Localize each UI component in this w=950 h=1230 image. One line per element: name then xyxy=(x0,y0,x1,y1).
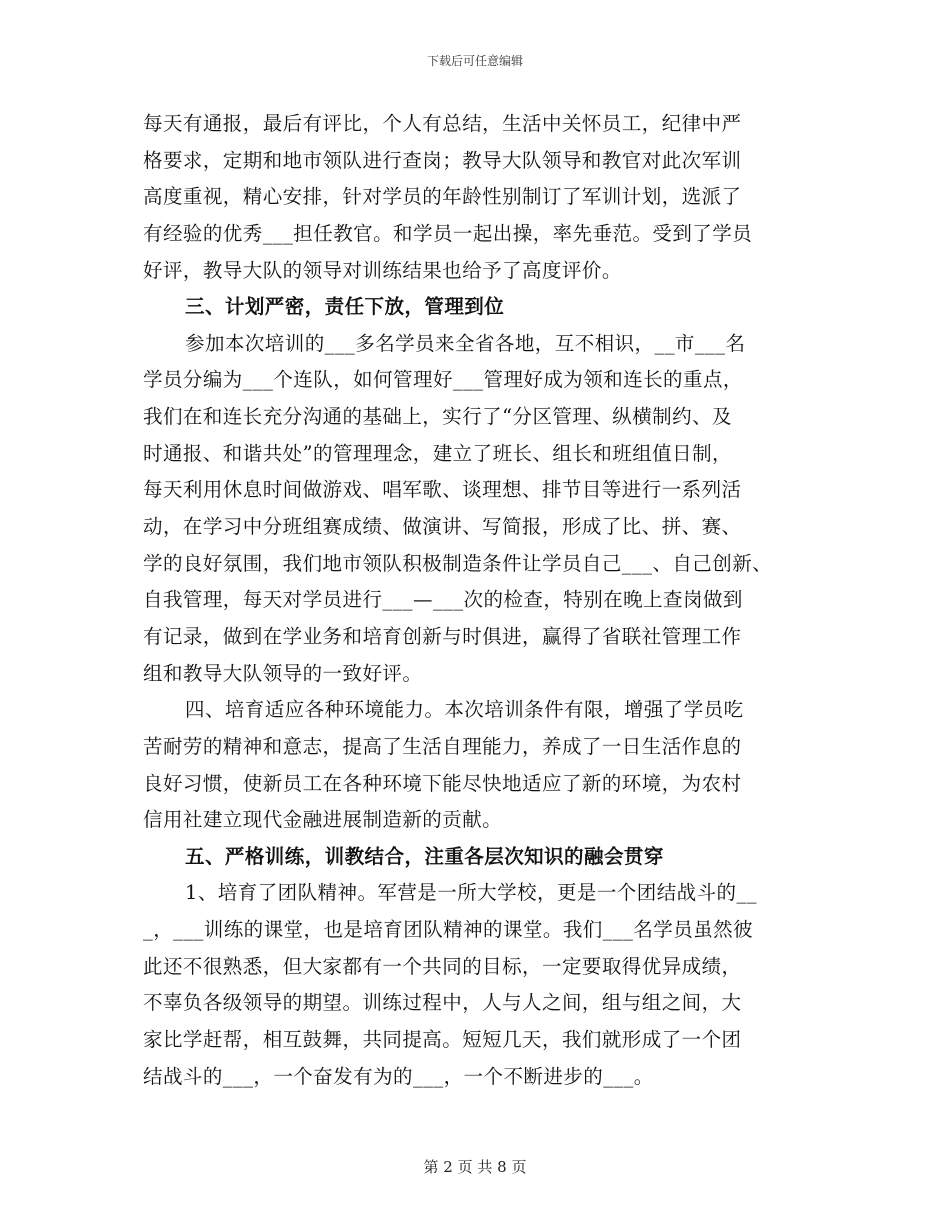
paragraph-line: 高度重视，精心安排，针对学员的年龄性别制订了军训计划，选派了 xyxy=(143,185,742,209)
paragraph-line: _，___训练的课堂，也是培育团队精神的课堂。我们___名学员虽然彼 xyxy=(143,918,754,942)
paragraph-line: 学的良好氛围，我们地市领队积极制造条件让学员自己___、自己创新、 xyxy=(143,551,773,575)
paragraph-line: 学员分编为___个连队，如何管理好___管理好成为领和连长的重点， xyxy=(143,368,743,392)
paragraph-line: 有经验的优秀___担任教官。和学员一起出操，率先垂范。受到了学员 xyxy=(143,221,753,245)
paragraph-line: 有记录，做到在学业务和培育创新与时俱进，赢得了省联社管理工作 xyxy=(143,624,742,648)
paragraph-line: 四、培育适应各种环境能力。本次培训条件有限，增强了学员吃 xyxy=(185,698,744,722)
paragraph-line: 组和教导大队领导的一致好评。 xyxy=(143,661,423,685)
paragraph-line: 我们在和连长充分沟通的基础上，实行了“分区管理、纵横制约、及 xyxy=(143,405,732,429)
paragraph-line: 结战斗的___，一个奋发有为的___，一个不断进步的___。 xyxy=(143,1064,654,1088)
document-body xyxy=(143,106,833,1095)
paragraph-line: 好评，教导大队的领导对训练结果也给予了高度评价。 xyxy=(143,258,622,282)
page-footer: 第 2 页 共 8 页 xyxy=(423,1158,527,1176)
paragraph-line: 自我管理，每天对学员进行___—___次的检查，特别在晚上查岗做到 xyxy=(143,588,743,612)
paragraph-line: 格要求，定期和地市领队进行查岗；教导大队领导和教官对此次军训 xyxy=(143,148,742,172)
paragraph-line: 信用社建立现代金融进展制造新的贡献。 xyxy=(143,808,503,832)
section-heading-5: 五、严格训练，训教结合，注重各层次知识的融会贯穿 xyxy=(185,844,664,868)
paragraph-line: 家比学赶帮，相互鼓舞，共同提高。短短几天，我们就形成了一个团 xyxy=(143,1028,742,1052)
paragraph-line: 良好习惯，使新员工在各种环境下能尽快地适应了新的环境，为农村 xyxy=(143,771,742,795)
paragraph-line: 参加本次培训的___多名学员来全省各地，互不相识，__市___名 xyxy=(185,331,746,355)
page-header: 下载后可任意编辑 xyxy=(426,54,523,68)
paragraph-line: 不辜负各级领导的期望。训练过程中，人与人之间，组与组之间，大 xyxy=(143,991,742,1015)
paragraph-line: 每天利用休息时间做游戏、唱军歌、谈理想、排节目等进行一系列活 xyxy=(143,478,742,502)
paragraph-line: 1、培育了团队精神。军营是一所大学校，更是一个团结战斗的__ xyxy=(185,881,757,905)
paragraph-line: 每天有通报，最后有评比，个人有总结，生活中关怀员工，纪律中严 xyxy=(143,112,742,135)
paragraph-line: 此还不很熟悉，但大家都有一个共同的目标，一定要取得优异成绩， xyxy=(143,954,742,978)
paragraph-line: 动，在学习中分班组赛成绩、做演讲、写简报，形成了比、拼、赛、 xyxy=(143,515,742,539)
paragraph-line: 时通报、和谐共处”的管理理念，建立了班长、组长和班组值日制， xyxy=(143,441,732,465)
section-heading-3: 三、计划严密，责任下放，管理到位 xyxy=(185,295,505,319)
paragraph-line: 苦耐劳的精神和意志，提高了生活自理能力，养成了一日生活作息的 xyxy=(143,734,742,758)
